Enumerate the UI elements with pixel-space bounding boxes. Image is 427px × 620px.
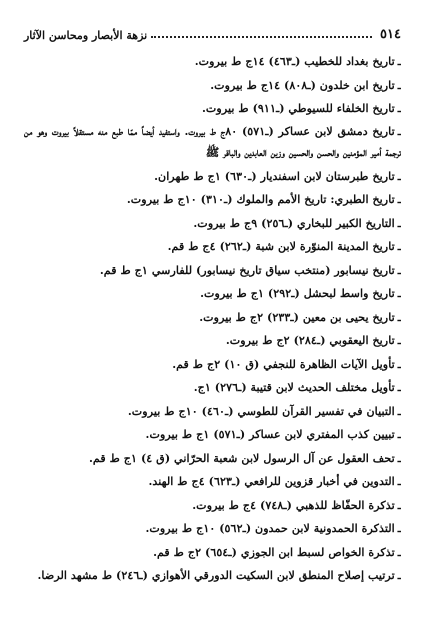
entry-bullet: ـ: [397, 215, 401, 230]
entry-text: تأويل الآيات الظاهرة للنجفي (ق ١٠) ٢ج ط قم.: [172, 356, 395, 371]
bibliography-entry: [24, 376, 401, 400]
header-dot-leader: [151, 35, 372, 38]
running-title: نزهة الأبصار ومحاسن الآثار: [24, 29, 148, 42]
bibliography-entry: [24, 494, 401, 518]
entry-bullet: ـ: [397, 544, 401, 559]
entry-bullet: ـ: [397, 474, 401, 488]
entry-text: تحف العقول عن آل الرسول لابن شعبة الحرّاني (ق ٤) ١ج ط قم.: [88, 450, 395, 465]
entry-text: التذكرة الحمدونية لابن حمدون (ـ٥٦٢) ١٠ج ط بيروت.: [145, 521, 395, 535]
entry-text: تبيين كذب المفتري لابن عساكر (ـ٥٧١) ١ج ط بيروت.: [145, 427, 395, 441]
page-header: [24, 22, 401, 42]
entry-text: تذكرة الحفّاظ للذهبي (ـ٧٤٨) ٤ج ط بيروت.: [192, 497, 395, 512]
entry-bullet: ـ: [397, 380, 401, 394]
bibliography-entry: [24, 564, 401, 588]
bibliography-entry: [24, 259, 401, 283]
entry-bullet: ـ: [397, 168, 401, 183]
entry-bullet: ـ: [397, 403, 401, 418]
entry-text: تاريخ بغداد للخطيب (ـ٤٦٣) ١٤ج ط بيروت.: [194, 54, 395, 68]
bibliography-entry: [24, 306, 401, 330]
entry-bullet: ـ: [397, 192, 401, 206]
entry-text: تاريخ الخلفاء للسيوطي (ـ٩١١) ط بيروت.: [202, 101, 395, 115]
entry-bullet: ـ: [397, 333, 401, 347]
entry-bullet: ـ: [397, 239, 401, 253]
entry-text: ترتيب إصلاح المنطق لابن السكيت الدورقي الأهوازي (ـ٢٤٦) ط مشهد الرضا.: [37, 568, 395, 582]
bibliography-entry: [24, 517, 401, 541]
bibliography-entry: [24, 329, 401, 353]
entry-bullet: ـ: [397, 262, 401, 277]
bibliography-entry: [24, 235, 401, 259]
bibliography-entry: [24, 282, 401, 306]
entry-text: تاريخ ابن خلدون (ـ٨٠٨) ١٤ج ط بيروت.: [210, 77, 395, 92]
entry-text: تاريخ المدينة المنوّرة لابن شبة (ـ٢٦٢) ٤ج ط قم.: [167, 239, 395, 253]
entry-bullet: ـ: [397, 309, 401, 324]
bibliography-entry: [24, 97, 401, 121]
entry-text: تاريخ طبرستان لابن اسفنديار (ـ٦٣٠) ١ج ط طهران.: [154, 168, 395, 183]
entry-text: تاريخ واسط لبحشل (ـ٢٩٢) ١ج ط بيروت.: [200, 286, 395, 300]
entry-bullet: ـ: [397, 77, 401, 92]
entry-bullet: ـ: [397, 123, 401, 138]
bibliography-entry: [24, 423, 401, 447]
entry-text: تأويل مختلف الحديث لابن قتيبة (ـ٢٧٦) ١ج.: [193, 380, 395, 394]
bibliography-entry: [24, 74, 401, 98]
page-number: ٥١٤: [380, 27, 401, 42]
bibliography-list: [24, 50, 401, 588]
bibliography-entry: [24, 121, 401, 163]
entry-bullet: ـ: [397, 286, 401, 300]
entry-text: التبيان في تفسير القرآن للطوسي (ـ٤٦٠) ١٠ج ط بيروت.: [127, 403, 395, 418]
entry-text: تاريخ يحيى بن معين (ـ٢٣٣) ٢ج ط بيروت.: [199, 309, 395, 324]
bibliography-entry: [24, 470, 401, 494]
entry-bullet: ـ: [397, 427, 401, 441]
entry-text: تاريخ دمشق لابن عساكر (ـ٥٧١) ٨٠ج ط بيروت. واستفيد أيضاً ممّا طبع منه مستقلاً بيروت وهو من ترجمة أمير المؤمنين والحسن والحسين وزين العابدين والباقر ﷺ: [24, 123, 401, 159]
bibliography-entry: [24, 447, 401, 471]
entry-bullet: ـ: [397, 450, 401, 465]
entry-bullet: ـ: [397, 568, 401, 582]
entry-text: تاريخ الطبري: تاريخ الأمم والملوك (ـ٣١٠) ١٠ج ط بيروت.: [126, 192, 395, 206]
entry-bullet: ـ: [397, 497, 401, 512]
bibliography-entry: [24, 165, 401, 189]
entry-bullet: ـ: [397, 54, 401, 68]
entry-text: تاريخ نيسابور (منتخب سياق تاريخ نيسابور) للفارسي ١ج ط قم.: [99, 262, 395, 277]
entry-bullet: ـ: [397, 356, 401, 371]
bibliography-entry: [24, 212, 401, 236]
bibliography-entry: [24, 50, 401, 74]
bibliography-entry: [24, 353, 401, 377]
bibliography-entry: [24, 541, 401, 565]
entry-text: التدوين في أخبار قزوين للرافعي (ـ٦٢٣) ٤ج ط الهند.: [148, 474, 395, 488]
bibliography-entry: [24, 188, 401, 212]
entry-text: تذكرة الخواص لسبط ابن الجوزي (ـ٦٥٤) ٢ج ط قم.: [153, 544, 395, 559]
entry-bullet: ـ: [397, 521, 401, 535]
entry-text: التاريخ الكبير للبخاري (ـ٢٥٦) ٩ج ط بيروت.: [193, 215, 395, 230]
entry-bullet: ـ: [397, 101, 401, 115]
bibliography-entry: [24, 400, 401, 424]
entry-text: تاريخ اليعقوبي (ـ٢٨٤) ٢ج ط بيروت.: [225, 333, 395, 347]
